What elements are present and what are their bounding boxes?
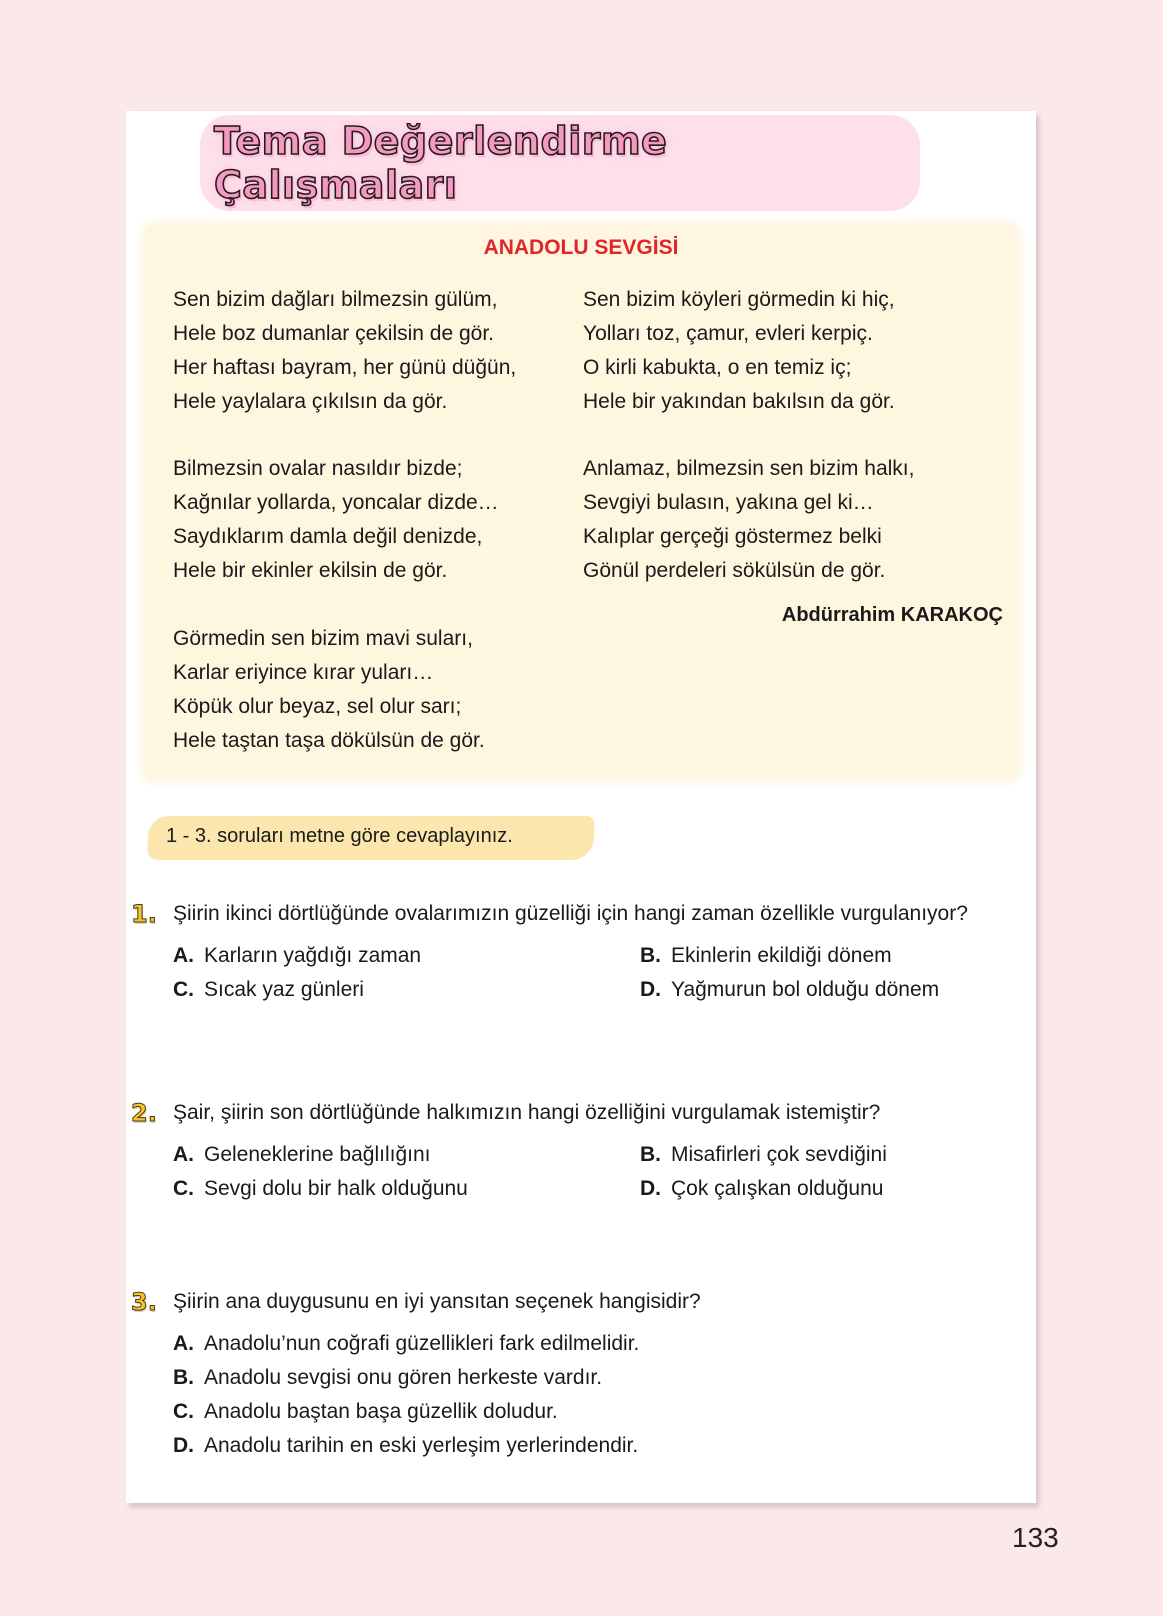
poem-line: Hele taştan taşa dökülsün de gör. [173, 729, 485, 752]
poem-line: Her haftası bayram, her günü düğün, [173, 356, 517, 379]
option-text: Sevgi dolu bir halk olduğunu [204, 1177, 468, 1200]
question-3-option-c[interactable] [173, 1400, 558, 1424]
question-3-option-a[interactable] [173, 1332, 639, 1356]
page-title: Tema Değerlendirme Çalışmaları [200, 115, 920, 211]
poem-line: Kalıplar gerçeği göstermez belki [583, 525, 882, 548]
option-text: Karların yağdığı zaman [204, 944, 422, 967]
option-text: Anadolu tarihin en eski yerleşim yerlerindendir. [204, 1434, 639, 1457]
poem-line: Sen bizim dağları bilmezsin gülüm, [173, 288, 498, 311]
poem-line: Sen bizim köyleri görmedin ki hiç, [583, 288, 895, 311]
question-3-option-b[interactable] [173, 1366, 602, 1390]
question-2-option-a[interactable] [173, 1143, 430, 1167]
question-1-text: Şiirin ikinci dörtlüğünde ovalarımızın güzelliği için hangi zaman özellikle vurgulanıyor? [173, 902, 968, 925]
option-text: Anadolu’nun coğrafi güzellikleri fark edilmelidir. [204, 1332, 640, 1355]
poem-line: Gönül perdeleri sökülsün de gör. [583, 559, 886, 582]
poem-author: Abdürrahim KARAKOÇ [781, 604, 1003, 626]
option-letter: C. [173, 1400, 194, 1423]
option-text: Çok çalışkan olduğunu [671, 1177, 884, 1200]
poem-line: Anlamaz, bilmezsin sen bizim halkı, [583, 457, 915, 480]
question-2-option-c[interactable] [173, 1177, 468, 1201]
poem-line: Hele bir yakından bakılsın da gör. [583, 390, 895, 413]
poem-line: Kağnılar yollarda, yoncalar dizde… [173, 491, 499, 514]
page-header [200, 119, 920, 207]
poem-line: Bilmezsin ovalar nasıldır bizde; [173, 457, 463, 480]
poem-stanza-5 [583, 452, 914, 588]
option-text: Anadolu sevgisi onu gören herkeste vardır. [204, 1366, 603, 1389]
poem-line: Yolları toz, çamur, evleri kerpiç. [583, 322, 873, 345]
option-letter: A. [173, 944, 194, 967]
option-text: Sıcak yaz günleri [204, 978, 364, 1001]
question-2-option-b[interactable] [640, 1143, 887, 1167]
poem-line: Görmedin sen bizim mavi suları, [173, 627, 473, 650]
question-number-3: 3. [131, 1288, 157, 1316]
option-letter: D. [640, 1177, 661, 1200]
option-text: Yağmurun bol olduğu dönem [671, 978, 940, 1001]
option-letter: A. [173, 1143, 194, 1166]
poem-line: Hele yaylalara çıkılsın da gör. [173, 390, 448, 413]
poem-line: Hele bir ekinler ekilsin de gör. [173, 559, 448, 582]
poem-line: Hele boz dumanlar çekilsin de gör. [173, 322, 495, 345]
poem-stanza-3 [173, 622, 485, 758]
question-2-option-d[interactable] [640, 1177, 883, 1201]
poem-stanza-4 [583, 283, 895, 419]
poem-line: Sevgiyi bulasın, yakına gel ki… [583, 491, 874, 514]
option-letter: B. [640, 1143, 661, 1166]
instruction-text: 1 - 3. soruları metne göre cevaplayınız. [166, 825, 513, 847]
option-letter: B. [173, 1366, 194, 1389]
option-letter: B. [640, 944, 661, 967]
poem-line: O kirli kabukta, o en temiz iç; [583, 356, 852, 379]
question-number-2: 2. [131, 1099, 157, 1127]
question-1-option-a[interactable] [173, 944, 421, 968]
option-text: Misafirleri çok sevdiğini [671, 1143, 887, 1166]
question-3-option-d[interactable] [173, 1434, 638, 1458]
poem-line: Köpük olur beyaz, sel olur sarı; [173, 695, 462, 718]
option-text: Geleneklerine bağlılığını [204, 1143, 431, 1166]
question-3-text: Şiirin ana duygusunu en iyi yansıtan seçenek hangisidir? [173, 1290, 701, 1313]
option-text: Ekinlerin ekildiği dönem [671, 944, 892, 967]
option-letter: C. [173, 1177, 194, 1200]
option-letter: D. [640, 978, 661, 1001]
poem-stanza-1 [173, 283, 516, 419]
page-number: 133 [1012, 1522, 1059, 1553]
question-1-option-d[interactable] [640, 978, 939, 1002]
option-letter: A. [173, 1332, 194, 1355]
option-letter: C. [173, 978, 194, 1001]
poem-line: Saydıklarım damla değil denizde, [173, 525, 483, 548]
poem-line: Karlar eriyince kırar yuları… [173, 661, 434, 684]
option-letter: D. [173, 1434, 194, 1457]
question-1-option-c[interactable] [173, 978, 364, 1002]
question-1-option-b[interactable] [640, 944, 892, 968]
poem-title: ANADOLU SEVGİSİ [483, 236, 679, 259]
question-number-1: 1. [131, 900, 157, 928]
poem-stanza-2 [173, 452, 499, 588]
option-text: Anadolu baştan başa güzellik doludur. [204, 1400, 558, 1423]
question-2-text: Şair, şiirin son dörtlüğünde halkımızın hangi özelliğini vurgulamak istemiştir? [173, 1101, 881, 1124]
